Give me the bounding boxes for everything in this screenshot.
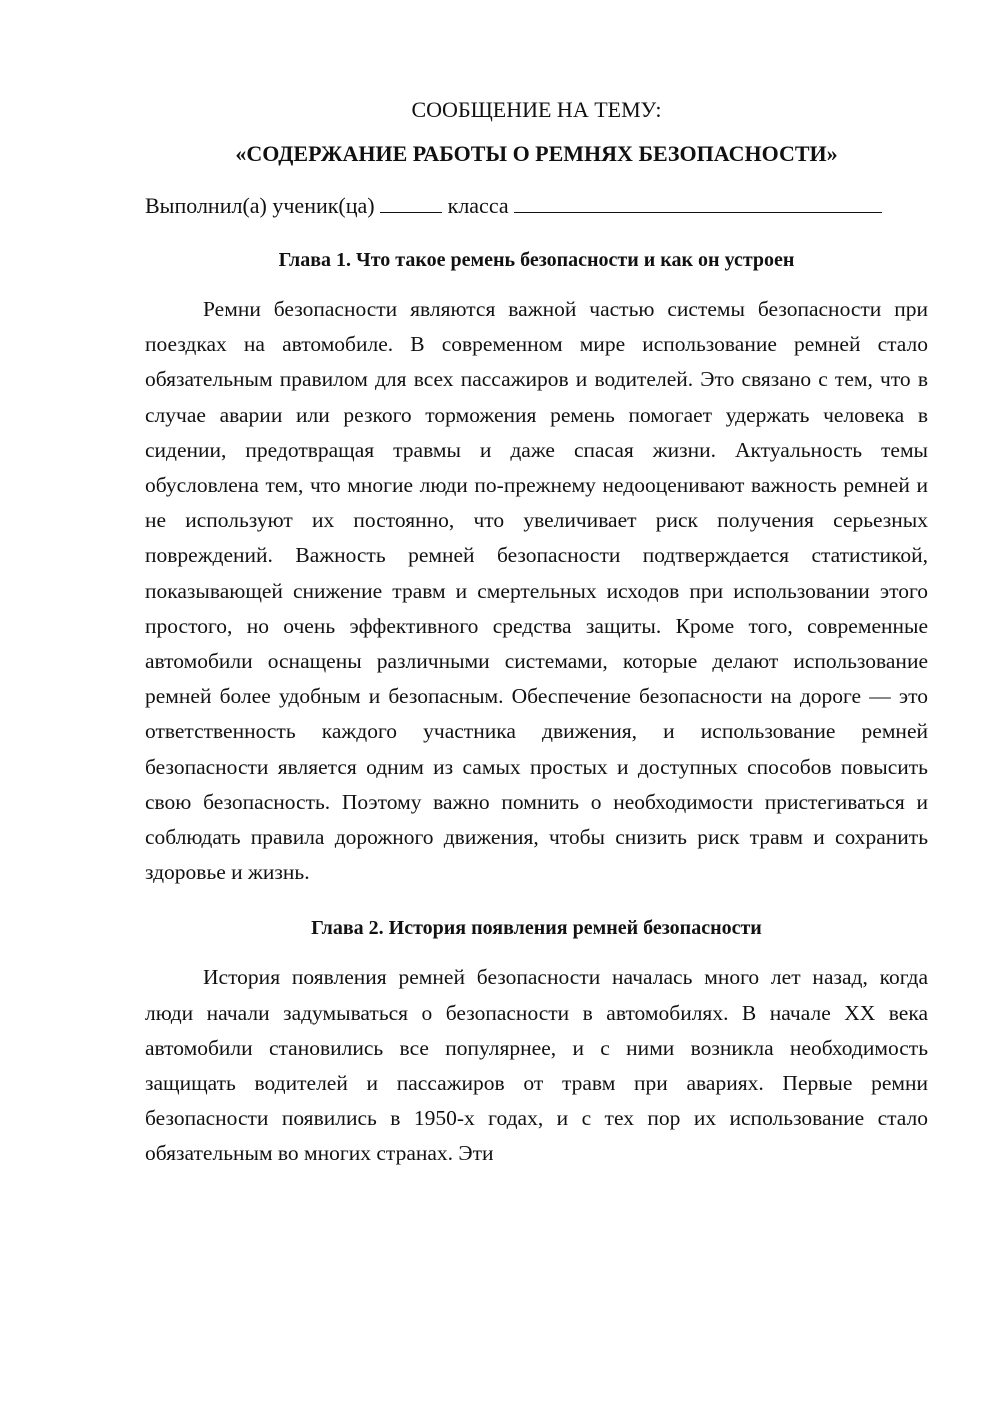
chapter-1-paragraph: Ремни безопасности являются важной частью системы безопасности при поездках на автомобиле. В современном мире использование ремней стало обязательным правилом для всех пассажиров и водителей. Это связано с тем, что в случае аварии или резкого торможения ремень помогает удержать человека в сидении, предотвращая травмы и даже спасая жизни. Актуальность темы обусловлена тем, что многие люди по-прежнему недооценивают важность ремней и не используют их постоянно, что увеличивает риск получения серьезных повреждений. Важность ремней безопасности подтверждается статистикой, показывающей снижение травм и смертельных исходов при использовании этого простого, но очень эффективного средства защиты. Кроме того, современные автомобили оснащены различными системами, которые делают использование ремней более удобным и безопасным. Обеспечение безопасности на дороге — это ответственность каждого участника движения, и использование ремней безопасности является одним из самых простых и доступных способов повысить свою безопасность. Поэтому важно помнить о необходимости пристегиваться и соблюдать правила дорожного движения, чтобы снизить риск травм и сохранить здоровье и жизнь. (145, 297, 928, 885)
author-prefix: Выполнил(а) ученик(ца) (145, 193, 375, 218)
chapter-1-title: Глава 1. Что такое ремень безопасности и как он устроен (278, 249, 795, 271)
author-middle: класса (447, 193, 509, 218)
chapter-2-paragraph: История появления ремней безопасности началась много лет назад, когда люди начали задумываться о безопасности в автомобилях. В начале XX века автомобили становились все популярнее, и с ними возникла необходимость защищать водителей и пассажиров от травм при авариях. Первые ремни безопасности появились в 1950-х годах, и с тех пор их использование стало обязательным во многих странах. Эти (145, 965, 928, 1166)
document-heading: СООБЩЕНИЕ НА ТЕМУ: (411, 97, 662, 122)
document-subheading: «СОДЕРЖАНИЕ РАБОТЫ О РЕМНЯХ БЕЗОПАСНОСТИ» (235, 141, 838, 166)
student-name-blank (514, 194, 882, 213)
author-line (145, 192, 928, 220)
document-page (145, 96, 928, 1172)
class-number-blank (380, 194, 442, 213)
chapter-2-title: Глава 2. История появления ремней безопасности (311, 917, 762, 940)
